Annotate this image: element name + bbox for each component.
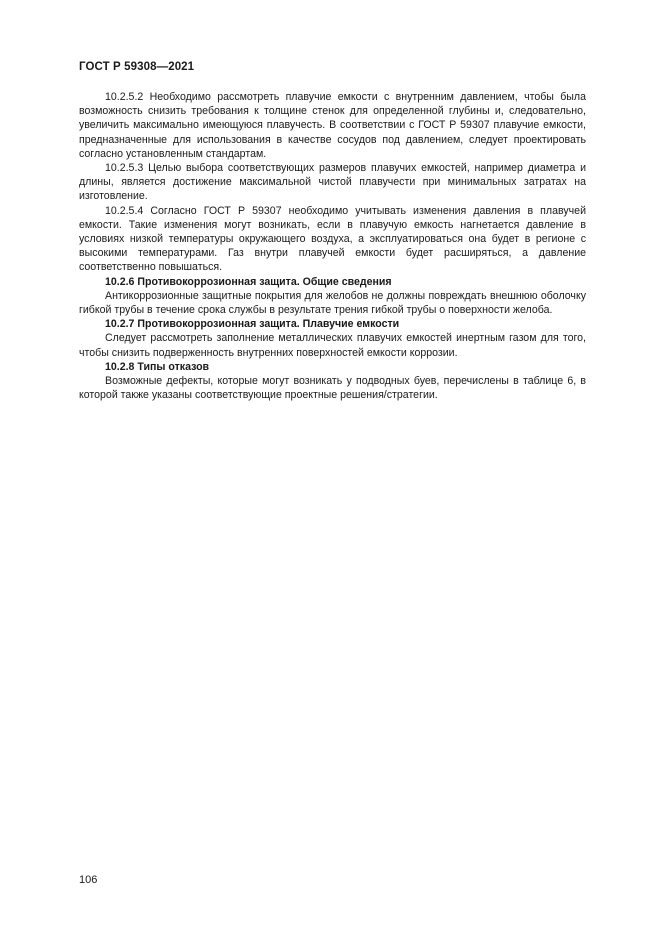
paragraph-10-2-7-body: Следует рассмотреть заполнение металлических плавучих емкостей инертным газом для того, чтобы снизить подверженность внутренних поверхностей емкости коррозии.	[79, 332, 586, 359]
paragraph-10-2-6-body: Антикоррозионные защитные покрытия для желобов не должны повреждать внешнюю оболочку гибкой трубы в течение срока службы в результате трения гибкой трубы о поверхности желоба.	[79, 289, 586, 317]
paragraph-10-2-8-body: Возможные дефекты, которые могут возникать у подводных буев, перечислены в таблице 6, в которой также указаны соответствующие проектные решения/стратегии.	[79, 375, 586, 402]
document-body	[79, 90, 586, 402]
document-header: ГОСТ Р 59308—2021	[79, 61, 195, 73]
paragraph-10-2-5-4: 10.2.5.4 Согласно ГОСТ Р 59307 необходимо учитывать изменения давления в плавучей емкости. Такие изменения могут возникать, если в плавучую емкость нагнетается давление в условиях низкой температуры окружающего воздуха, а эксплуатироваться она будет в регионе с высокими температурами. Газ внутри плавучей емкости будет расширяться, а давление соответственно повышаться.	[79, 204, 586, 274]
paragraph-10-2-5-2: 10.2.5.2 Необходимо рассмотреть плавучие емкости с внутренним давлением, чтобы была возможность снизить требования к толщине стенок для определенной глубины и, следовательно, увеличить максимально имеющуюся плавучесть. В соответствии с ГОСТ Р 59307 плавучие емкости, предназначенные для использования в качестве сосудов под давлением, следует проектировать согласно установленным стандартам.	[79, 91, 586, 160]
section-heading-10-2-6: 10.2.6 Противокоррозионная защита. Общие сведения	[105, 275, 392, 288]
section-heading-10-2-7: 10.2.7 Противокоррозионная защита. Плавучие емкости	[105, 318, 400, 331]
section-heading-10-2-8: 10.2.8 Типы отказов	[105, 360, 210, 373]
paragraph-10-2-5-3: 10.2.5.3 Целью выбора соответствующих размеров плавучих емкостей, например диаметра и длины, является достижение максимальной чистой плавучести при минимальных затратах на изготовление.	[79, 162, 586, 203]
page-number: 106	[79, 874, 98, 886]
